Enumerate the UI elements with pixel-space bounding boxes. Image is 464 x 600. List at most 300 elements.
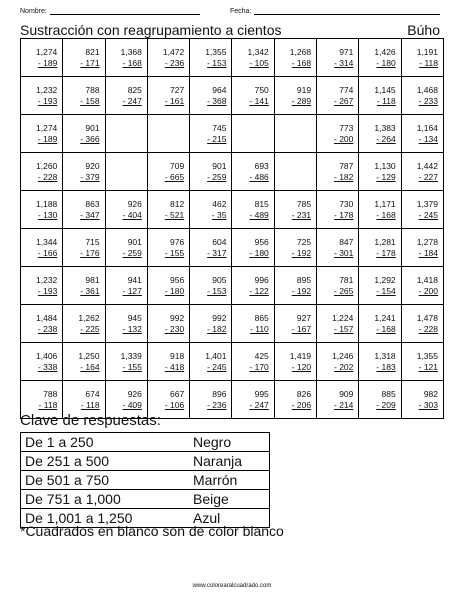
subtrahend: - 228: [418, 323, 438, 334]
problem-cell: [232, 267, 274, 305]
key-color: Negro: [189, 433, 270, 452]
subtrahend: - 379: [80, 171, 100, 182]
subtrahend: - 259: [207, 171, 227, 182]
problem-cell: [21, 229, 63, 267]
minuend: 901: [85, 122, 100, 133]
key-row: [21, 452, 270, 471]
problem-cell: [190, 229, 232, 267]
problem-cell: [274, 39, 316, 77]
minuend: 788: [85, 84, 100, 95]
subtrahend: - 264: [376, 133, 396, 144]
date-label: Fecha:: [230, 8, 252, 15]
problem-cell: [401, 153, 443, 191]
problem-cell: [190, 305, 232, 343]
minuend: 919: [296, 84, 312, 95]
problem-cell: [232, 229, 274, 267]
subtrahend: - 418: [164, 361, 185, 372]
minuend: 812: [170, 198, 185, 209]
subtrahend: - 193: [37, 285, 58, 296]
subtrahend: - 245: [418, 209, 438, 220]
minuend: 1,401: [205, 350, 227, 361]
name-line: [50, 6, 200, 15]
problem-cell: [105, 191, 147, 229]
minuend: 941: [127, 274, 142, 285]
subtrahend: - 225: [80, 323, 100, 334]
problem-cell: [232, 77, 274, 115]
name-label: Nombre:: [20, 8, 47, 15]
problem-cell: [190, 77, 232, 115]
minuend: 909: [339, 388, 354, 399]
minuend: 1,260: [36, 160, 58, 171]
minuend: 826: [296, 388, 312, 399]
problem-cell: [274, 229, 316, 267]
subtrahend: - 193: [37, 95, 58, 106]
problem-cell: [359, 39, 401, 77]
minuend: 1,406: [36, 350, 58, 361]
minuend: 981: [85, 274, 100, 285]
minuend: 774: [339, 84, 354, 95]
problem-cell: [401, 267, 443, 305]
problem-cell: [359, 229, 401, 267]
subtrahend: - 168: [376, 209, 396, 220]
minuend: 604: [212, 236, 227, 247]
problem-cell: [274, 267, 316, 305]
problem-cell: [232, 39, 274, 77]
subtrahend: - 366: [80, 133, 100, 144]
grid-row: [21, 191, 444, 229]
minuend: 462: [212, 198, 227, 209]
minuend: 945: [127, 312, 142, 323]
problem-cell: [232, 305, 274, 343]
problem-cell: [317, 191, 359, 229]
subtrahend: - 317: [207, 247, 227, 258]
subtrahend: - 247: [249, 399, 269, 410]
grid-row: [21, 267, 444, 305]
subtrahend: - 121: [418, 361, 438, 372]
subtrahend: - 301: [334, 247, 354, 258]
subtrahend: - 238: [37, 323, 58, 334]
problem-cell: [147, 191, 189, 229]
subtrahend: - 141: [249, 95, 269, 106]
problem-cell: [317, 77, 359, 115]
problem-cell: [63, 229, 105, 267]
subtrahend: - 200: [418, 285, 438, 296]
subtrahend: - 155: [164, 247, 185, 258]
minuend: 1,426: [374, 46, 396, 57]
minuend: 725: [296, 236, 312, 247]
problem-cell: [359, 343, 401, 381]
minuend: 1,342: [247, 46, 269, 57]
subtrahend: - 168: [122, 57, 142, 68]
minuend: 674: [85, 388, 100, 399]
problem-grid: [20, 38, 444, 419]
minuend: 1,418: [416, 274, 438, 285]
subtrahend: - 245: [207, 361, 227, 372]
minuend: 865: [254, 312, 269, 323]
problem-cell: [317, 305, 359, 343]
problem-cell: [147, 267, 189, 305]
problem-cell: [232, 191, 274, 229]
subtrahend: - 157: [334, 323, 354, 334]
problem-cell: [147, 343, 189, 381]
key-color: Azul: [189, 509, 270, 528]
problem-cell: [190, 153, 232, 191]
problem-cell: [105, 39, 147, 77]
minuend: 1,145: [374, 84, 396, 95]
subtrahend: - 489: [249, 209, 269, 220]
subtrahend: - 183: [376, 361, 396, 372]
problem-cell: [317, 343, 359, 381]
blank-cell: [232, 115, 274, 153]
minuend: 976: [170, 236, 185, 247]
key-color: Beige: [189, 490, 270, 509]
minuend: 1,442: [416, 160, 438, 171]
problem-cell: [359, 381, 401, 419]
subtrahend: - 180: [249, 247, 269, 258]
minuend: 964: [212, 84, 227, 95]
problem-cell: [63, 267, 105, 305]
minuend: 1,232: [36, 84, 58, 95]
blank-cell: [105, 153, 147, 191]
key-range: De 1 a 250: [21, 433, 190, 452]
problem-cell: [21, 343, 63, 381]
problem-cell: [401, 191, 443, 229]
problem-cell: [401, 343, 443, 381]
minuend: 745: [212, 122, 227, 133]
subtrahend: - 180: [164, 285, 185, 296]
problem-cell: [105, 343, 147, 381]
subtrahend: - 168: [376, 323, 396, 334]
minuend: 885: [381, 388, 396, 399]
minuend: 905: [212, 274, 227, 285]
subtrahend: - 215: [207, 133, 227, 144]
problem-cell: [274, 191, 316, 229]
minuend: 785: [296, 198, 312, 209]
minuend: 992: [170, 312, 185, 323]
minuend: 901: [212, 160, 227, 171]
subtrahend: - 486: [249, 171, 269, 182]
subtrahend: - 192: [291, 285, 312, 296]
minuend: 1,232: [36, 274, 58, 285]
subtrahend: - 236: [207, 399, 227, 410]
answer-key-title: Clave de respuestas:: [20, 412, 161, 429]
problem-cell: [232, 153, 274, 191]
subtrahend: - 106: [164, 399, 185, 410]
footer-url: www.colorearalcuadrado.com: [192, 583, 272, 589]
minuend: 1,355: [205, 46, 227, 57]
minuend: 1,484: [36, 312, 58, 323]
minuend: 1,241: [374, 312, 396, 323]
subtrahend: - 168: [291, 57, 312, 68]
minuend: 750: [254, 84, 269, 95]
subtrahend: - 158: [80, 95, 100, 106]
problem-cell: [147, 39, 189, 77]
minuend: 896: [212, 388, 227, 399]
date-field: [230, 6, 440, 15]
grid-row: [21, 115, 444, 153]
subtrahend: - 192: [291, 247, 312, 258]
subtrahend: - 189: [37, 133, 58, 144]
minuend: 992: [212, 312, 227, 323]
minuend: 1,344: [36, 236, 58, 247]
subtrahend: - 155: [122, 361, 142, 372]
subtrahend: - 134: [418, 133, 438, 144]
minuend: 1,171: [374, 198, 396, 209]
minuend: 918: [170, 350, 185, 361]
minuend: 1,274: [36, 46, 58, 57]
minuend: 693: [254, 160, 269, 171]
subtrahend: - 178: [376, 247, 396, 258]
grid-row: [21, 77, 444, 115]
subtrahend: - 247: [122, 95, 142, 106]
subtrahend: - 167: [291, 323, 312, 334]
key-range: De 251 a 500: [21, 452, 190, 471]
blank-cell: [274, 115, 316, 153]
problem-cell: [359, 305, 401, 343]
subtrahend: - 182: [334, 171, 354, 182]
minuend: 781: [339, 274, 354, 285]
problem-cell: [63, 77, 105, 115]
problem-cell: [190, 267, 232, 305]
minuend: 1,278: [416, 236, 438, 247]
subtrahend: - 154: [376, 285, 396, 296]
subtrahend: - 127: [122, 285, 142, 296]
minuend: 1,379: [416, 198, 438, 209]
minuend: 1,318: [374, 350, 396, 361]
title-bar: [20, 20, 444, 40]
subtrahend: - 35: [211, 209, 227, 220]
minuend: 1,292: [374, 274, 396, 285]
minuend: 926: [127, 198, 142, 209]
minuend: 901: [127, 236, 142, 247]
subtrahend: - 361: [80, 285, 100, 296]
problem-cell: [232, 381, 274, 419]
subtrahend: - 289: [291, 95, 312, 106]
subtrahend: - 129: [376, 171, 396, 182]
key-range: De 501 a 750: [21, 471, 190, 490]
problem-cell: [147, 77, 189, 115]
problem-cell: [147, 229, 189, 267]
problem-cell: [274, 77, 316, 115]
subtrahend: - 228: [37, 171, 58, 182]
minuend: 787: [339, 160, 354, 171]
problem-cell: [274, 343, 316, 381]
key-row: [21, 433, 270, 452]
minuend: 895: [296, 274, 312, 285]
subtrahend: - 259: [122, 247, 142, 258]
problem-cell: [105, 267, 147, 305]
minuend: 1,268: [289, 46, 312, 57]
key-range: De 1,001 a 1,250: [21, 509, 190, 528]
subtrahend: - 118: [376, 95, 396, 106]
subtrahend: - 180: [376, 57, 396, 68]
subtrahend: - 132: [122, 323, 142, 334]
subtrahend: - 202: [334, 361, 354, 372]
minuend: 425: [254, 350, 269, 361]
problem-cell: [21, 77, 63, 115]
subtrahend: - 206: [291, 399, 312, 410]
subtrahend: - 200: [334, 133, 354, 144]
problem-cell: [359, 267, 401, 305]
minuend: 825: [127, 84, 142, 95]
problem-cell: [317, 39, 359, 77]
minuend: 1,281: [374, 236, 396, 247]
minuend: 788: [43, 388, 58, 399]
minuend: 1,478: [416, 312, 438, 323]
key-range: De 751 a 1,000: [21, 490, 190, 509]
key-color: Marrón: [189, 471, 270, 490]
worksheet-title: Sustracción con reagrupamiento a cientos: [20, 22, 282, 38]
date-line: [254, 6, 440, 15]
minuend: 920: [85, 160, 100, 171]
minuend: 1,224: [332, 312, 354, 323]
minuend: 1,339: [120, 350, 142, 361]
problem-cell: [147, 153, 189, 191]
grid-row: [21, 305, 444, 343]
subtrahend: - 368: [207, 95, 227, 106]
problem-cell: [401, 305, 443, 343]
minuend: 863: [85, 198, 100, 209]
problem-cell: [190, 381, 232, 419]
problem-cell: [63, 39, 105, 77]
subtrahend: - 338: [37, 361, 58, 372]
problem-cell: [190, 115, 232, 153]
problem-cell: [359, 153, 401, 191]
minuend: 971: [339, 46, 354, 57]
problem-cell: [274, 305, 316, 343]
problem-cell: [190, 343, 232, 381]
subtrahend: - 303: [418, 399, 438, 410]
name-field: [20, 6, 200, 15]
subtrahend: - 214: [334, 399, 354, 410]
minuend: 982: [423, 388, 438, 399]
minuend: 773: [339, 122, 354, 133]
problem-cell: [359, 77, 401, 115]
subtrahend: - 118: [419, 57, 438, 68]
minuend: 956: [254, 236, 269, 247]
problem-cell: [63, 305, 105, 343]
minuend: 667: [170, 388, 185, 399]
key-row: [21, 490, 270, 509]
problem-cell: [21, 305, 63, 343]
minuend: 1,130: [374, 160, 396, 171]
subtrahend: - 209: [376, 399, 396, 410]
subtrahend: - 182: [207, 323, 227, 334]
worksheet-theme: Búho: [407, 22, 440, 38]
subtrahend: - 230: [164, 323, 185, 334]
blank-squares-note: *Cuadrados en blanco son de color blanco: [20, 523, 284, 539]
subtrahend: - 665: [164, 171, 185, 182]
problem-cell: [190, 39, 232, 77]
problem-cell: [63, 115, 105, 153]
subtrahend: - 236: [164, 57, 185, 68]
minuend: 1,368: [120, 46, 142, 57]
problem-cell: [147, 305, 189, 343]
problem-cell: [401, 229, 443, 267]
problem-cell: [359, 191, 401, 229]
blank-cell: [147, 115, 189, 153]
problem-cell: [401, 77, 443, 115]
problem-cell: [190, 191, 232, 229]
minuend: 1,188: [36, 198, 58, 209]
subtrahend: - 227: [418, 171, 438, 182]
minuend: 1,419: [289, 350, 312, 361]
subtrahend: - 409: [122, 399, 142, 410]
minuend: 1,164: [416, 122, 438, 133]
problem-cell: [317, 229, 359, 267]
problem-cell: [232, 343, 274, 381]
problem-cell: [21, 267, 63, 305]
subtrahend: - 521: [164, 209, 185, 220]
subtrahend: - 189: [37, 57, 58, 68]
problem-cell: [317, 267, 359, 305]
subtrahend: - 166: [37, 247, 58, 258]
minuend: 1,468: [416, 84, 438, 95]
problem-cell: [63, 191, 105, 229]
minuend: 1,250: [78, 350, 100, 361]
subtrahend: - 164: [80, 361, 100, 372]
grid-row: [21, 229, 444, 267]
subtrahend: - 231: [291, 209, 312, 220]
subtrahend: - 120: [291, 361, 312, 372]
subtrahend: - 118: [80, 399, 100, 410]
problem-cell: [317, 381, 359, 419]
key-color: Naranja: [189, 452, 270, 471]
problem-cell: [21, 115, 63, 153]
problem-cell: [105, 77, 147, 115]
problem-cell: [401, 115, 443, 153]
subtrahend: - 233: [418, 95, 438, 106]
problem-cell: [63, 153, 105, 191]
subtrahend: - 171: [80, 57, 100, 68]
answer-key-table: [20, 432, 270, 528]
worksheet-header: [20, 6, 444, 18]
subtrahend: - 176: [80, 247, 100, 258]
subtrahend: - 118: [38, 399, 58, 410]
grid-row: [21, 153, 444, 191]
minuend: 927: [296, 312, 312, 323]
subtrahend: - 170: [249, 361, 269, 372]
problem-cell: [21, 39, 63, 77]
blank-cell: [105, 115, 147, 153]
minuend: 815: [254, 198, 269, 209]
minuend: 1,246: [332, 350, 354, 361]
problem-cell: [317, 153, 359, 191]
subtrahend: - 314: [334, 57, 354, 68]
subtrahend: - 267: [334, 95, 354, 106]
subtrahend: - 347: [80, 209, 100, 220]
minuend: 1,262: [78, 312, 100, 323]
subtrahend: - 404: [122, 209, 142, 220]
subtrahend: - 130: [37, 209, 58, 220]
key-row: [21, 471, 270, 490]
problem-cell: [21, 191, 63, 229]
minuend: 715: [85, 236, 100, 247]
subtrahend: - 110: [250, 323, 269, 334]
subtrahend: - 105: [249, 57, 269, 68]
minuend: 1,383: [374, 122, 396, 133]
subtrahend: - 153: [207, 57, 227, 68]
subtrahend: - 161: [164, 95, 185, 106]
minuend: 847: [339, 236, 354, 247]
problem-cell: [317, 115, 359, 153]
problem-cell: [63, 343, 105, 381]
subtrahend: - 153: [207, 285, 227, 296]
minuend: 1,191: [416, 46, 438, 57]
minuend: 995: [254, 388, 269, 399]
problem-cell: [401, 39, 443, 77]
problem-cell: [105, 229, 147, 267]
